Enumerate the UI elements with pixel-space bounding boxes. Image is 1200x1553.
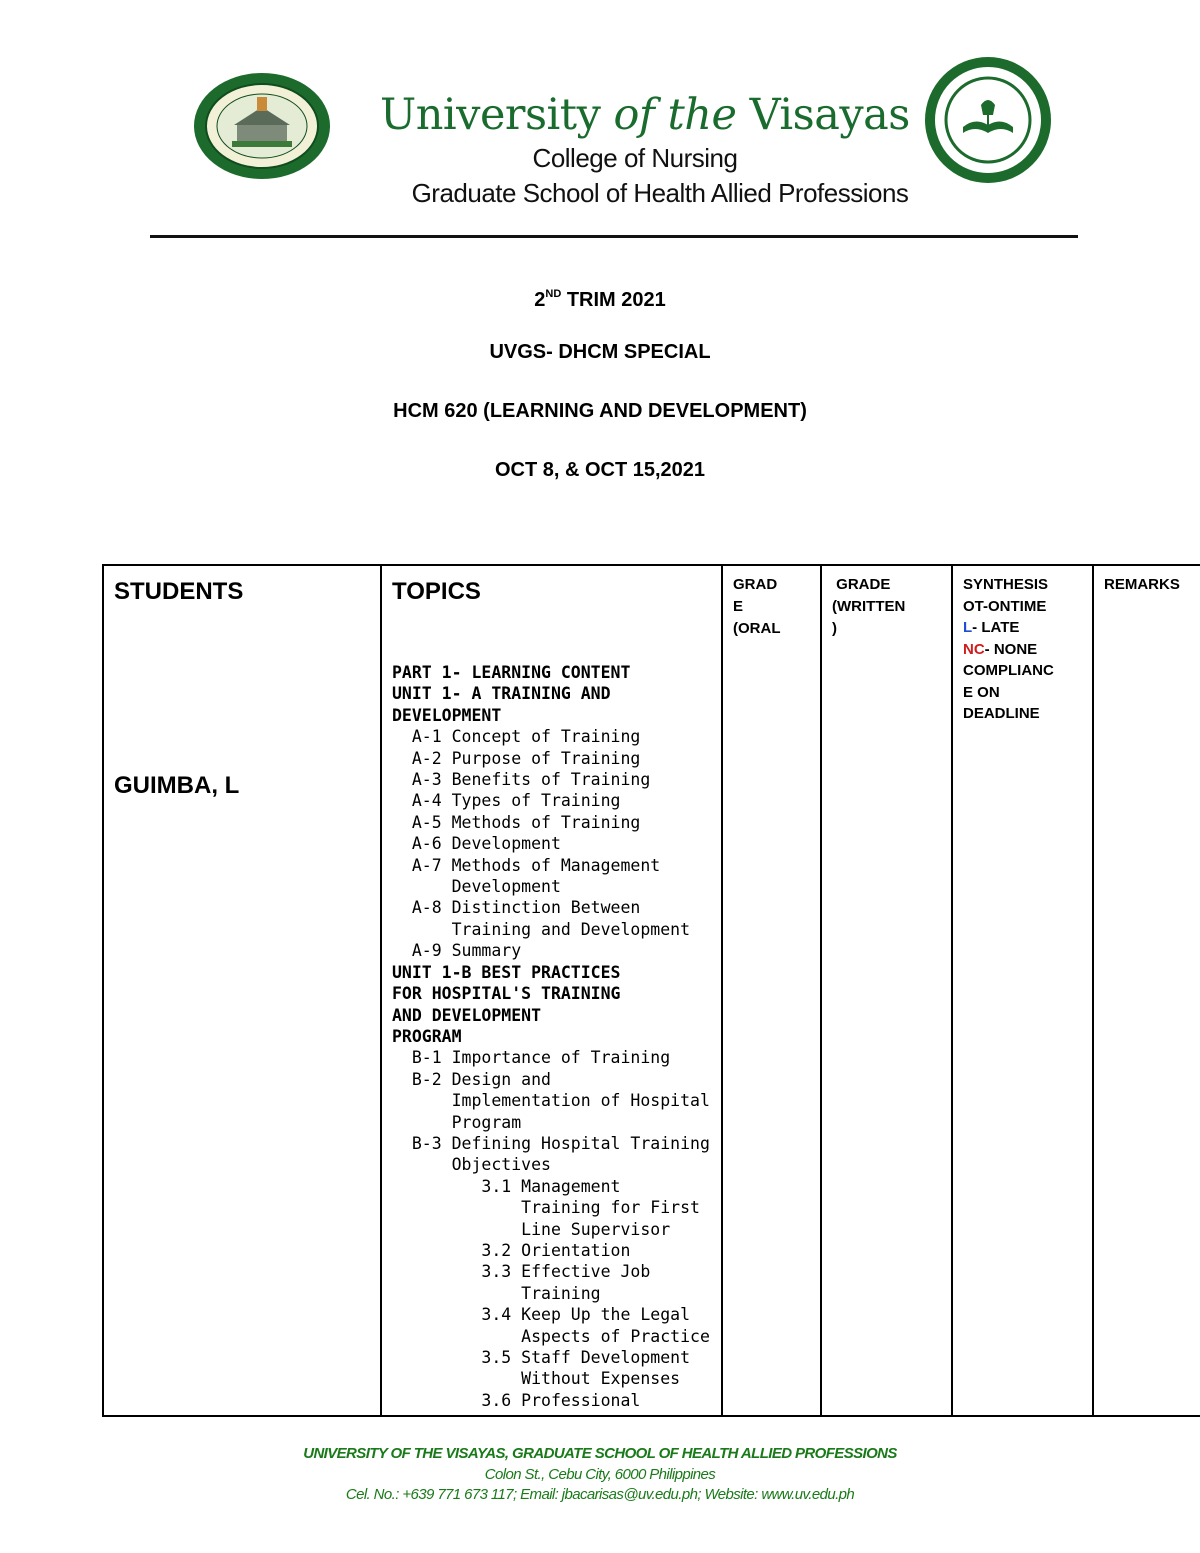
- topic-item: Aspects of Practice: [392, 1326, 710, 1346]
- remarks-cell: [1093, 565, 1200, 1416]
- topic-item: Training for First: [392, 1198, 700, 1218]
- program-title: UVGS- DHCM SPECIAL: [489, 341, 711, 363]
- topic-item: A-5 Methods of Training: [392, 812, 641, 832]
- remarks-header: REMARKS: [1104, 576, 1180, 593]
- topic-item: A-1 Concept of Training: [392, 727, 641, 747]
- trim-title: 2ND TRIM 2021: [534, 288, 666, 311]
- topic-item: Without Expenses: [392, 1369, 681, 1389]
- topic-item: 3.1 Management: [392, 1176, 621, 1196]
- footer-institution: UNIVERSITY OF THE VISAYAS, GRADUATE SCHOOL OF HEALTH ALLIED PROFESSIONS: [303, 1445, 897, 1462]
- topic-item: PART 1- LEARNING CONTENT: [392, 663, 631, 682]
- students-header: STUDENTS: [114, 578, 244, 605]
- footer-contact: Cel. No.: +639 771 673 117; Email: jbacarisas@uv.edu.ph; Website: www.uv.edu.ph: [345, 1486, 855, 1503]
- topic-item: Development: [392, 877, 561, 897]
- topic-item: B-1 Importance of Training: [392, 1048, 671, 1068]
- topic-item: A-7 Methods of Management: [392, 855, 661, 875]
- topic-item: AND DEVELOPMENT: [392, 1005, 542, 1025]
- grade-oral-cell: [722, 565, 821, 1416]
- topic-item: 3.3 Effective Job: [392, 1262, 651, 1282]
- grade-oral-header: GRAD E (ORAL: [733, 576, 781, 637]
- topic-item: A-3 Benefits of Training: [392, 770, 651, 790]
- topic-item: 3.2 Orientation: [392, 1240, 631, 1260]
- topic-item: Implementation of Hospital: [392, 1091, 710, 1111]
- topic-item: Training and Development: [392, 919, 691, 939]
- synthesis-none-legend-rest: COMPLIANC E ON DEADLINE: [963, 662, 1054, 722]
- grades-table: [102, 564, 1200, 1417]
- topic-item: 3.6 Professional: [392, 1390, 641, 1410]
- footer-address: Colon St., Cebu City, 6000 Philippines: [484, 1466, 716, 1483]
- date-title: OCT 8, & OCT 15,2021: [494, 459, 706, 481]
- topic-item: UNIT 1- A TRAINING AND: [392, 684, 611, 704]
- topic-item: B-3 Defining Hospital Training: [392, 1133, 710, 1153]
- topic-item: Training: [392, 1283, 601, 1303]
- students-cell: [103, 565, 381, 1416]
- topic-item: Objectives: [392, 1155, 551, 1175]
- topic-item: UNIT 1-B BEST PRACTICES: [392, 962, 621, 982]
- topics-cell: [381, 565, 722, 1416]
- college-name: College of Nursing: [532, 143, 738, 173]
- course-title: HCM 620 (LEARNING AND DEVELOPMENT): [393, 400, 807, 422]
- university-name: University of the Visayas: [380, 90, 910, 140]
- topic-item: B-2 Design and: [392, 1069, 551, 1089]
- topic-item: 3.4 Keep Up the Legal: [392, 1305, 691, 1325]
- topic-item: Line Supervisor: [392, 1219, 671, 1239]
- topic-item: FOR HOSPITAL'S TRAINING: [392, 984, 621, 1004]
- topic-item: A-8 Distinction Between: [392, 898, 641, 918]
- student-name: GUIMBA, L: [114, 772, 240, 799]
- topic-item: A-2 Purpose of Training: [392, 748, 641, 768]
- synthesis-title: SYNTHESIS: [963, 576, 1049, 593]
- university-seal-logo: [192, 71, 332, 181]
- synthesis-cell: [952, 565, 1093, 1416]
- topic-item: PROGRAM: [392, 1026, 462, 1046]
- synthesis-none-legend: NC- NONE: [963, 640, 1038, 658]
- topics-list: [392, 662, 711, 1411]
- topic-item: DEVELOPMENT: [392, 705, 502, 725]
- topic-item: A-4 Types of Training: [392, 791, 621, 811]
- table-row: [103, 565, 1200, 1416]
- grade-written-header: GRADE (WRITTEN ): [832, 576, 906, 637]
- synthesis-late-legend: L- LATE: [963, 619, 1020, 636]
- topic-item: A-6 Development: [392, 834, 561, 854]
- graduate-school-name: Graduate School of Health Allied Professions: [411, 178, 909, 208]
- synthesis-ontime-legend: OT-ONTIME: [963, 597, 1047, 615]
- synthesis-header: [963, 574, 1082, 725]
- topic-item: 3.5 Staff Development: [392, 1348, 691, 1367]
- topics-header: TOPICS: [392, 578, 481, 605]
- college-of-nursing-seal-logo: [923, 55, 1053, 185]
- topic-item: A-9 Summary: [392, 941, 522, 961]
- header-divider: [150, 235, 1078, 238]
- grade-written-cell: [821, 565, 952, 1416]
- topic-item: Program: [392, 1112, 522, 1132]
